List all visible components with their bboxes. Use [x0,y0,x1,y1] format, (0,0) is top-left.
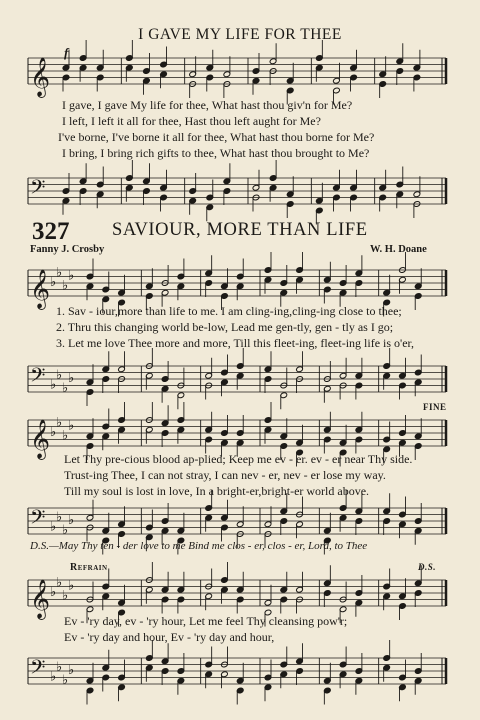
system1-verse-2: 2. Thru this changing world be-low, Lead me gen-tly, gen - tly as I go; [56,320,394,334]
verse-line-3: I've borne, I've borne it all for thee, What hast thou borne for Me? [58,130,375,144]
svg-text:𝄞: 𝄞 [30,579,51,619]
system1-bass-staff [0,358,480,408]
refrain-label: Refrain [70,562,108,573]
ds-lyric-line: D.S.—May Thy ten - der love to me Bind me clos - er, clos - er, Lord, to Thee [30,540,368,552]
svg-text:♭: ♭ [56,367,63,383]
svg-text:♭: ♭ [56,265,63,281]
svg-text:♭: ♭ [62,672,69,688]
fine-marking: FINE [423,402,447,412]
verse-line-4: I bring, I bring rich gifts to thee, What hast thou brought to Me? [62,146,370,160]
system1-verse-3: 3. Let me love Thee more and more, Till this fleet-ing, fleet-ing life is o'er, [56,336,415,350]
svg-text:♭: ♭ [68,268,75,284]
svg-text:♭: ♭ [50,377,57,393]
svg-text:𝄢: 𝄢 [30,505,46,534]
refrain-line-2: Ev - 'ry day and hour, Ev - 'ry day and hour, [64,630,275,644]
ds-marking: D.S. [418,562,437,572]
verse-line-2: I left, I left it all for thee, Hast thou left aught for Me? [62,114,321,128]
refrain-line-1: Ev - 'ry day, ev - 'ry hour, Let me feel Thy cleansing pow'r; [64,614,348,628]
top-treble-staff [0,50,480,100]
refrain-bass-staff [0,650,480,700]
svg-text:𝄢: 𝄢 [30,175,46,204]
svg-text:♭: ♭ [62,522,69,538]
svg-text:♭: ♭ [68,663,75,678]
svg-text:♭: ♭ [50,275,57,290]
svg-text:♭: ♭ [62,588,69,604]
composer-credit: W. H. Doane [370,244,427,255]
system1-verse-1: 1. Sav - iour,more than life to me. I am cling-ing,cling-ing close to thee; [56,304,402,318]
svg-text:♭: ♭ [50,425,57,440]
lyricist-credit: Fanny J. Crosby [30,244,105,255]
verse-line-1: I gave, I gave My life for thee, What hast thou giv'n for Me? [62,98,353,112]
svg-text:♭: ♭ [56,575,63,591]
hymn-number: 327 [32,218,70,245]
hymn-title: I GAVE MY LIFE FOR THEE [138,26,342,43]
svg-text:♭: ♭ [62,428,69,444]
svg-text:♭: ♭ [50,585,57,600]
svg-text:♭: ♭ [68,371,75,386]
system2-verse-1: Let Thy pre-cious blood ap-plied; Keep me ev - er. ev - er near Thy side. [64,452,413,466]
svg-text:♭: ♭ [56,659,63,675]
svg-text:𝄞: 𝄞 [30,57,51,97]
svg-text:♭: ♭ [50,669,57,685]
svg-text:♭: ♭ [56,415,63,431]
svg-text:♭: ♭ [62,278,69,294]
svg-text:𝄢: 𝄢 [30,363,46,392]
svg-text:♭: ♭ [50,519,57,535]
svg-text:♭: ♭ [62,380,69,396]
top-bass-staff [0,170,480,220]
svg-text:𝄞: 𝄞 [30,269,51,309]
svg-text:♭: ♭ [68,578,75,594]
svg-text:𝄢: 𝄢 [30,655,46,684]
hymn-title: SAVIOUR, MORE THAN LIFE [112,220,368,240]
svg-text:♭: ♭ [56,509,63,525]
dynamic-marking: f [64,45,69,60]
svg-text:♭: ♭ [68,418,75,434]
svg-text:♭: ♭ [68,513,75,528]
svg-text:𝄞: 𝄞 [30,419,51,459]
system2-verse-3: Till my soul is lost in love, In a bright-er,bright-er world above. [64,484,370,498]
system2-verse-2: Trust-ing Thee, I can not stray, I can nev - er, nev - er lose my way. [64,468,386,482]
